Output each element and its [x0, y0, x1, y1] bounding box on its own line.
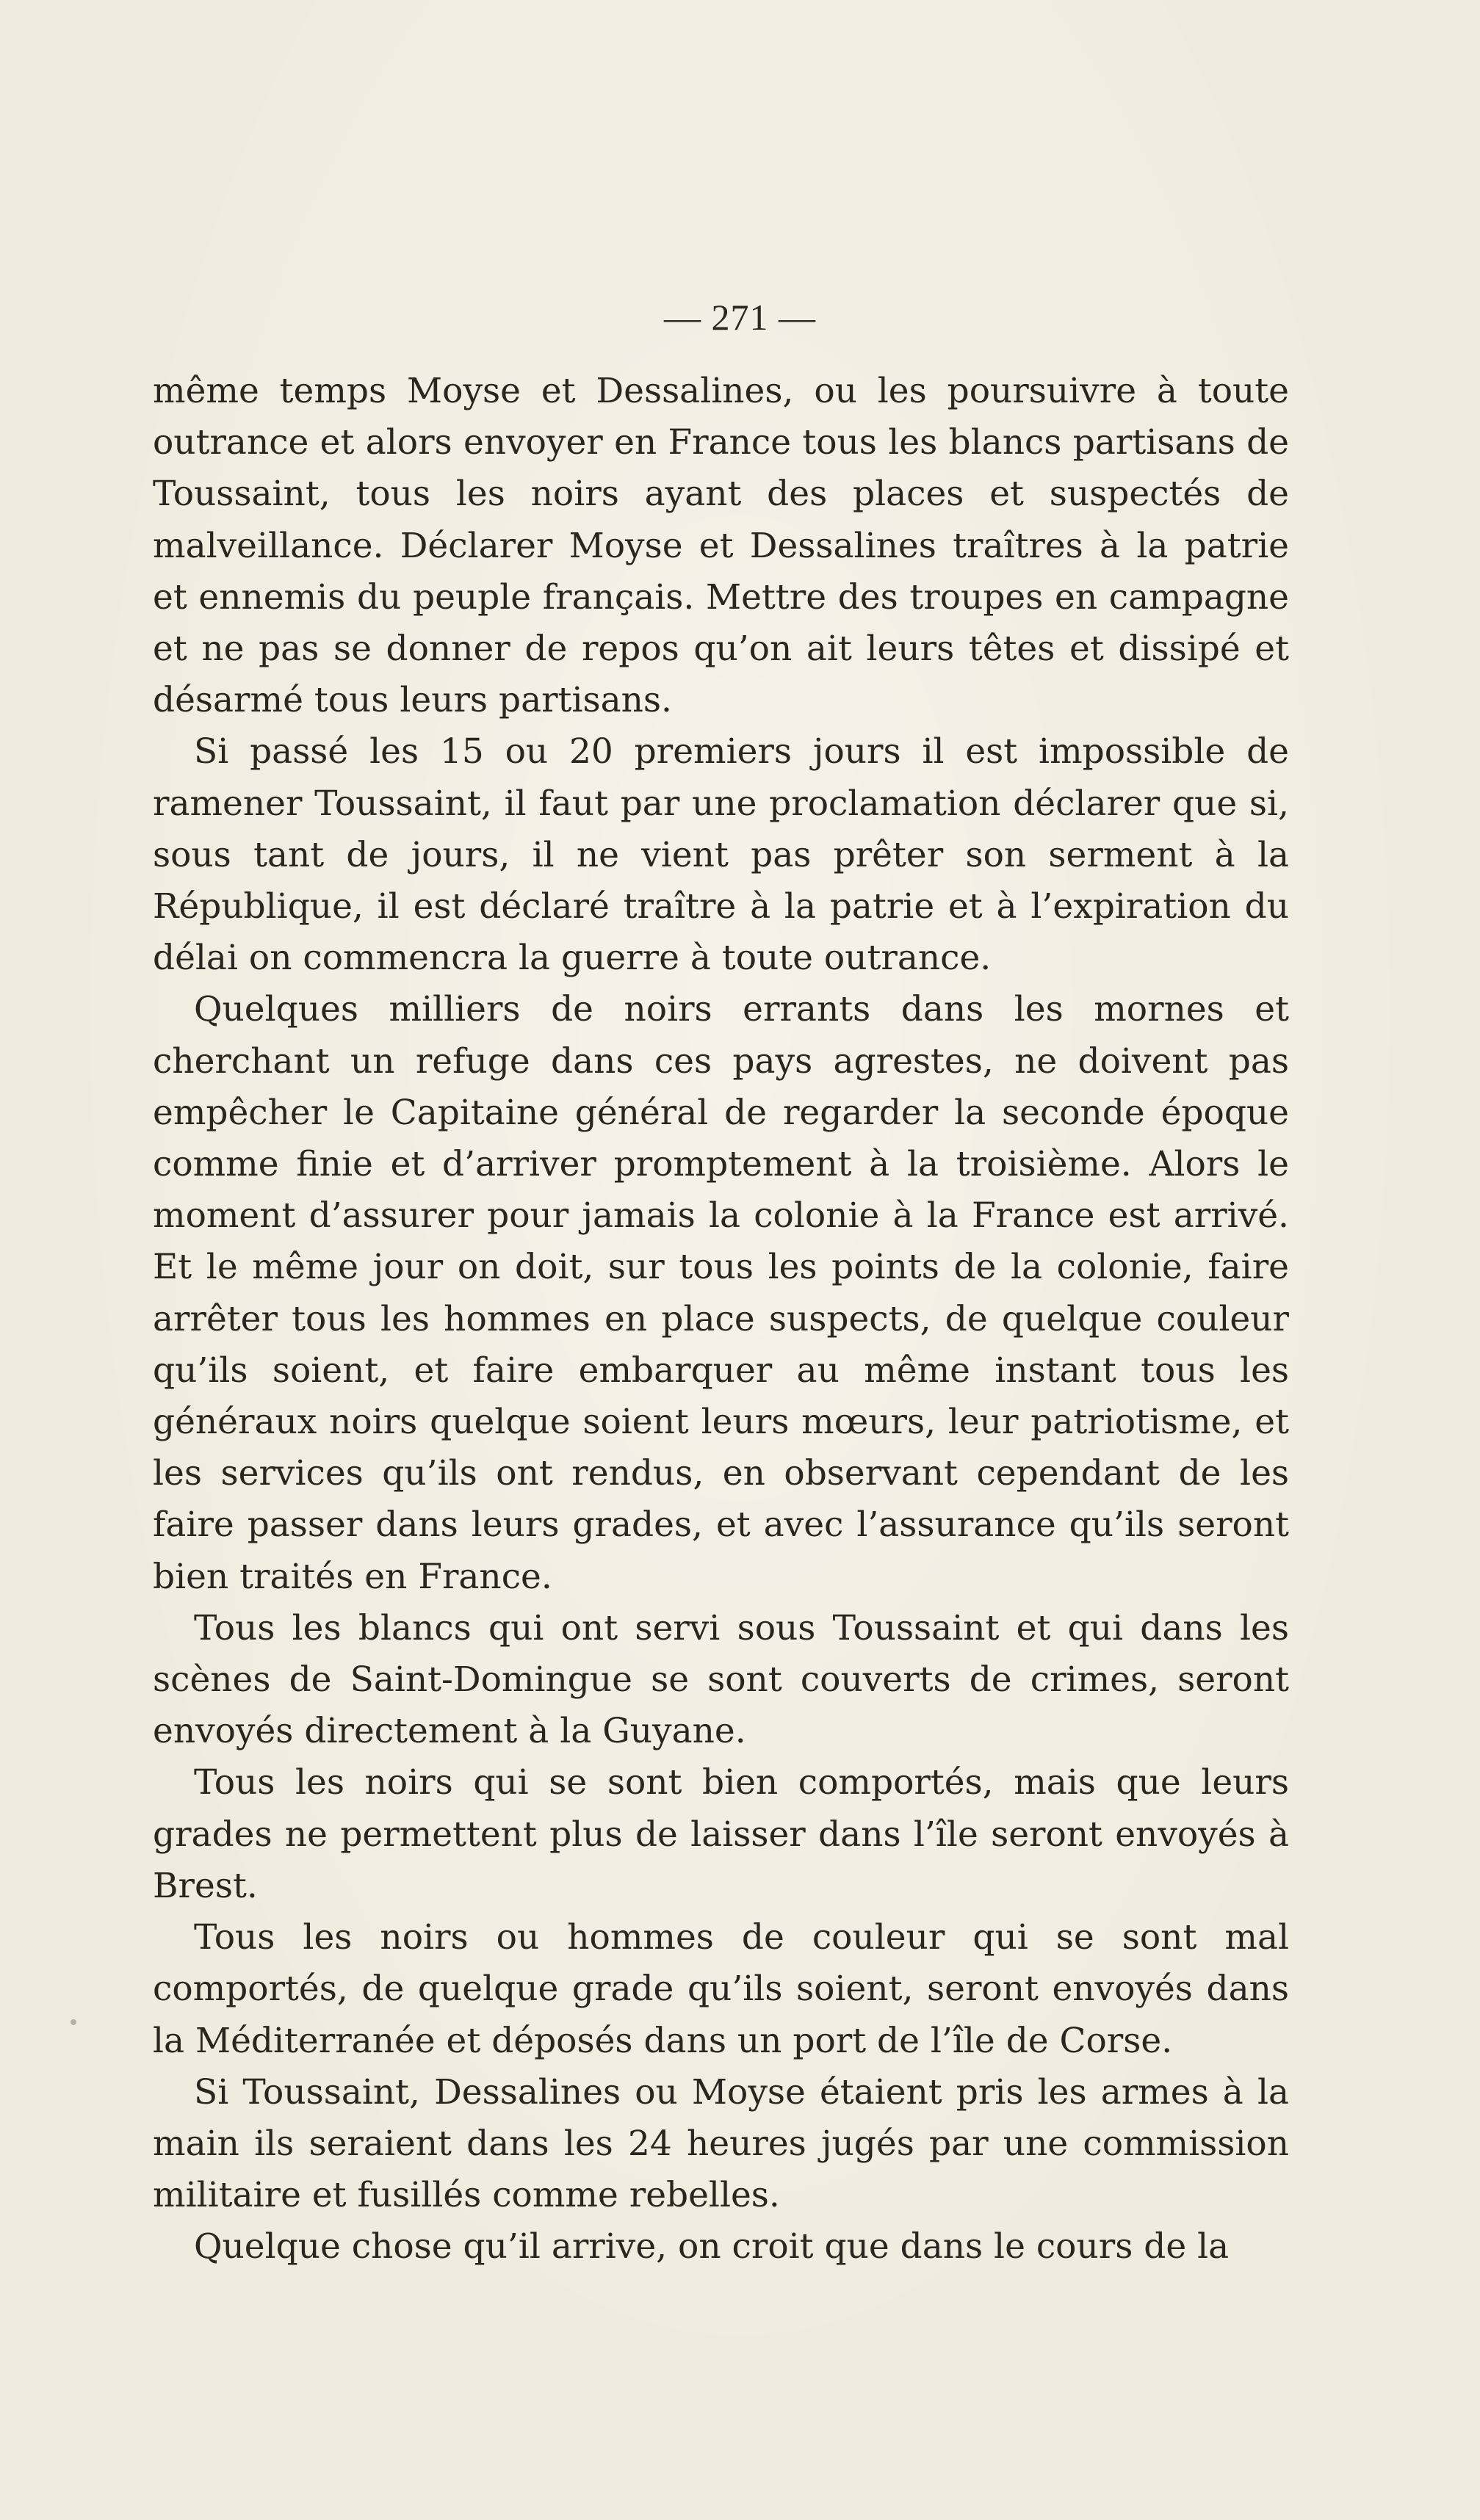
paragraph: Si Toussaint, Dessalines ou Moyse étaient pris les armes à la main ils seraient dans les 24 heures jugés par une commission militaire et fusillés comme rebelles.: [153, 2071, 1289, 2216]
paragraph: même temps Moyse et Dessalines, ou les poursuivre à toute outrance et alors envoyer en France tous les blancs partisans de Toussaint, tous les noirs ayant des places et suspectés de malveillance. Déclarer Moyse et Dessalines traîtres à la patrie et ennemis du peuple français. Mettre des troupes en campagne et ne pas se donner de repos qu’on ait leurs têtes et dissipé et désarmé tous leurs partisans.: [153, 371, 1289, 721]
page-number: — 271 —: [664, 297, 816, 338]
paragraph: Tous les blancs qui ont servi sous Toussaint et qui dans les scènes de Saint-Domingue se sont couverts de crimes, seront envoyés directement à la Guyane.: [153, 1607, 1289, 1752]
paragraph: Quelques milliers de noirs errants dans les mornes et cherchant un refuge dans ces pays agrestes, ne doivent pas empêcher le Capitaine général de regarder la seconde époque comme finie et d’arriver promptement à la troisième. Alors le moment d’assurer pour jamais la colonie à la France est arrivé. Et le même jour on doit, sur tous les points de la colonie, faire arrêter tous les hommes en place suspects, de quelque couleur qu’ils soient, et faire embarquer au même instant tous les généraux noirs quelque soient leurs mœurs, leur patriotisme, et les services qu’ils ont rendus, en observant cependant de les faire passer dans leurs grades, et avec l’assurance qu’ils seront bien traités en France.: [153, 989, 1289, 1597]
paragraph: Tous les noirs ou hommes de couleur qui se sont mal comportés, de quelque grade qu’ils soient, seront envoyés dans la Méditerranée et déposés dans un port de l’île de Corse.: [153, 1917, 1289, 2061]
paragraph: Quelque chose qu’il arrive, on croit que dans le cours de la: [194, 2226, 1230, 2267]
body-text: [153, 366, 1289, 2273]
margin-speck: [71, 2019, 76, 2025]
paragraph: Tous les noirs qui se sont bien comportés, mais que leurs grades ne permettent plus de laisser dans l’île seront envoyés à Brest.: [153, 1762, 1289, 1906]
paragraph: Si passé les 15 ou 20 premiers jours il est impossible de ramener Toussaint, il faut par une proclamation déclarer que si, sous tant de jours, il ne vient pas prêter son serment à la République, il est déclaré traître à la patrie et à l’expiration du délai on commencra la guerre à toute outrance.: [153, 731, 1289, 979]
